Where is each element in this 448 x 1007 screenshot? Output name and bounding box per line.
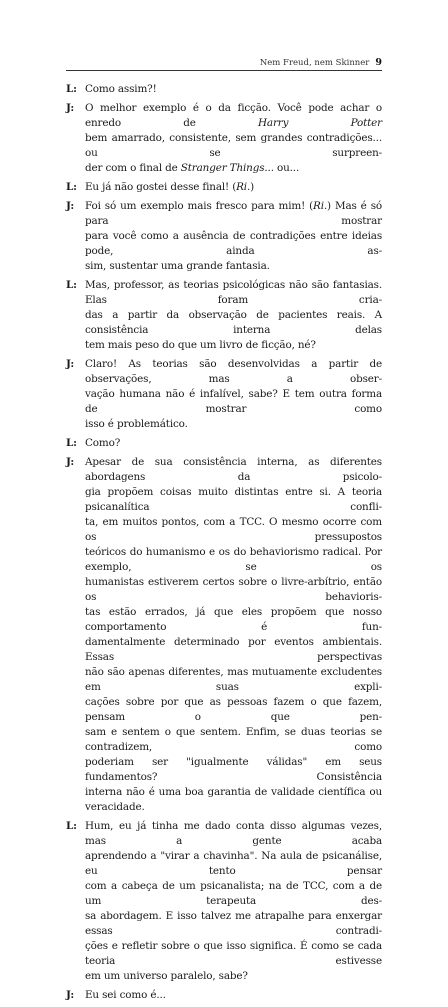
text-line: Hum, eu já tinha me dado conta disso algumas vezes, mas a gente acaba (85, 820, 382, 847)
header-rule (66, 70, 382, 71)
text-line: teóricos do humanismo e os do behaviorismo radical. Por exemplo, se os (85, 546, 382, 573)
speaker-label: L: (66, 279, 77, 291)
running-header (260, 58, 382, 68)
dialogue-turn (66, 180, 382, 195)
text-line: sa abordagem. E isso talvez me atrapalhe para enxergar essas contradi- (85, 910, 382, 937)
text-line: ta, em muitos pontos, com a TCC. O mesmo ocorre com os pressupostos (85, 516, 382, 543)
text-line: tas estão errados, já que eles propõem que nosso comportamento é fun- (85, 606, 382, 633)
speaker-label: J: (66, 200, 75, 212)
text-line: vação humana não é infalível, sabe? E tem outra forma de mostrar como (85, 388, 382, 415)
text-line: poderiam ser "igualmente válidas" em seus fundamentos? Consistência (85, 756, 382, 783)
speech-text (85, 357, 382, 432)
text-line: Apesar de sua consistência interna, as diferentes abordagens da psicolo- (85, 456, 382, 483)
speech-text (85, 278, 382, 353)
running-title: Nem Freud, nem Skinner (259, 58, 370, 68)
text-line: aprendendo a "virar a chavinha". Na aula de psicanálise, eu tento pensar (85, 850, 382, 877)
text-line: sam e sentem o que sentem. Enfim, se duas teorias se contradizem, como (85, 726, 382, 753)
text-line: Eu sei como é... (85, 989, 166, 1001)
text-line: Foi só um exemplo mais fresco para mim! (Ri.) Mas é só para mostrar (85, 200, 382, 227)
text-line: das a partir da observação de pacientes reais. A consistência interna delas (85, 309, 382, 336)
speech-text (85, 988, 382, 1003)
text-line: em um universo paralelo, sabe? (85, 970, 248, 982)
speaker-label: L: (66, 820, 77, 832)
text-line: ções e refletir sobre o que isso significa. É como se cada teoria estivesse (85, 940, 382, 967)
text-line: Como? (85, 437, 121, 449)
speech-text (85, 819, 382, 984)
text-line: Como assim?! (85, 83, 157, 95)
speech-text (85, 436, 382, 451)
dialogue-turn (66, 455, 382, 815)
speaker-label: J: (66, 456, 75, 468)
speaker-label: J: (66, 102, 75, 114)
text-line: der com o final de Stranger Things... ou... (85, 162, 300, 174)
text-line: Eu já não gostei desse final! (Ri.) (85, 181, 255, 193)
text-line: Claro! As teorias são desenvolvidas a partir de observações, mas a obser- (85, 358, 382, 385)
dialogue-turn (66, 82, 382, 97)
speech-text (85, 199, 382, 274)
text-line: gia propõem coisas muito distintas entre si. A teoria psicanalítica confli- (85, 486, 382, 513)
page-number: 9 (375, 57, 382, 68)
speaker-label: J: (66, 989, 75, 1001)
speaker-label: L: (66, 437, 77, 449)
text-line: Mas, professor, as teorias psicológicas não são fantasias. Elas foram cria- (85, 279, 382, 306)
speech-text (85, 455, 382, 815)
speaker-label: L: (66, 83, 77, 95)
dialogue-turn (66, 101, 382, 176)
dialogue-turn (66, 819, 382, 984)
dialogue-turn (66, 199, 382, 274)
dialogue-turn (66, 278, 382, 353)
text-line: bem amarrado, consistente, sem grandes contradições... ou se surpreen- (85, 132, 382, 159)
text-line: interna não é uma boa garantia de validade científica ou veracidade. (85, 786, 382, 813)
text-line: sim, sustentar uma grande fantasia. (85, 260, 270, 272)
text-line: com a cabeça de um psicanalista; na de TCC, com a de um terapeuta des- (85, 880, 382, 907)
text-line: O melhor exemplo é o da ficção. Você pode achar o enredo de Harry Potter (85, 102, 382, 129)
dialogue-turn (66, 436, 382, 451)
text-line: damentalmente determinado por eventos ambientais. Essas perspectivas (85, 636, 382, 663)
speech-text (85, 180, 382, 195)
speech-text (85, 82, 382, 97)
dialogue-turn (66, 988, 382, 1003)
dialogue-body (66, 82, 382, 1007)
text-line: isso é problemático. (85, 418, 188, 430)
speech-text (85, 101, 382, 176)
text-line: para você como a ausência de contradições entre ideias pode, ainda as- (85, 230, 382, 257)
text-line: não são apenas diferentes, mas mutuamente excludentes em suas expli- (85, 666, 382, 693)
text-line: cações sobre por que as pessoas fazem o que fazem, pensam o que pen- (85, 696, 382, 723)
speaker-label: J: (66, 358, 75, 370)
text-line: tem mais peso do que um livro de ficção, né? (85, 339, 316, 351)
text-line: humanistas estiverem certos sobre o livre-arbítrio, então os behavioris- (85, 576, 382, 603)
speaker-label: L: (66, 181, 77, 193)
dialogue-turn (66, 357, 382, 432)
